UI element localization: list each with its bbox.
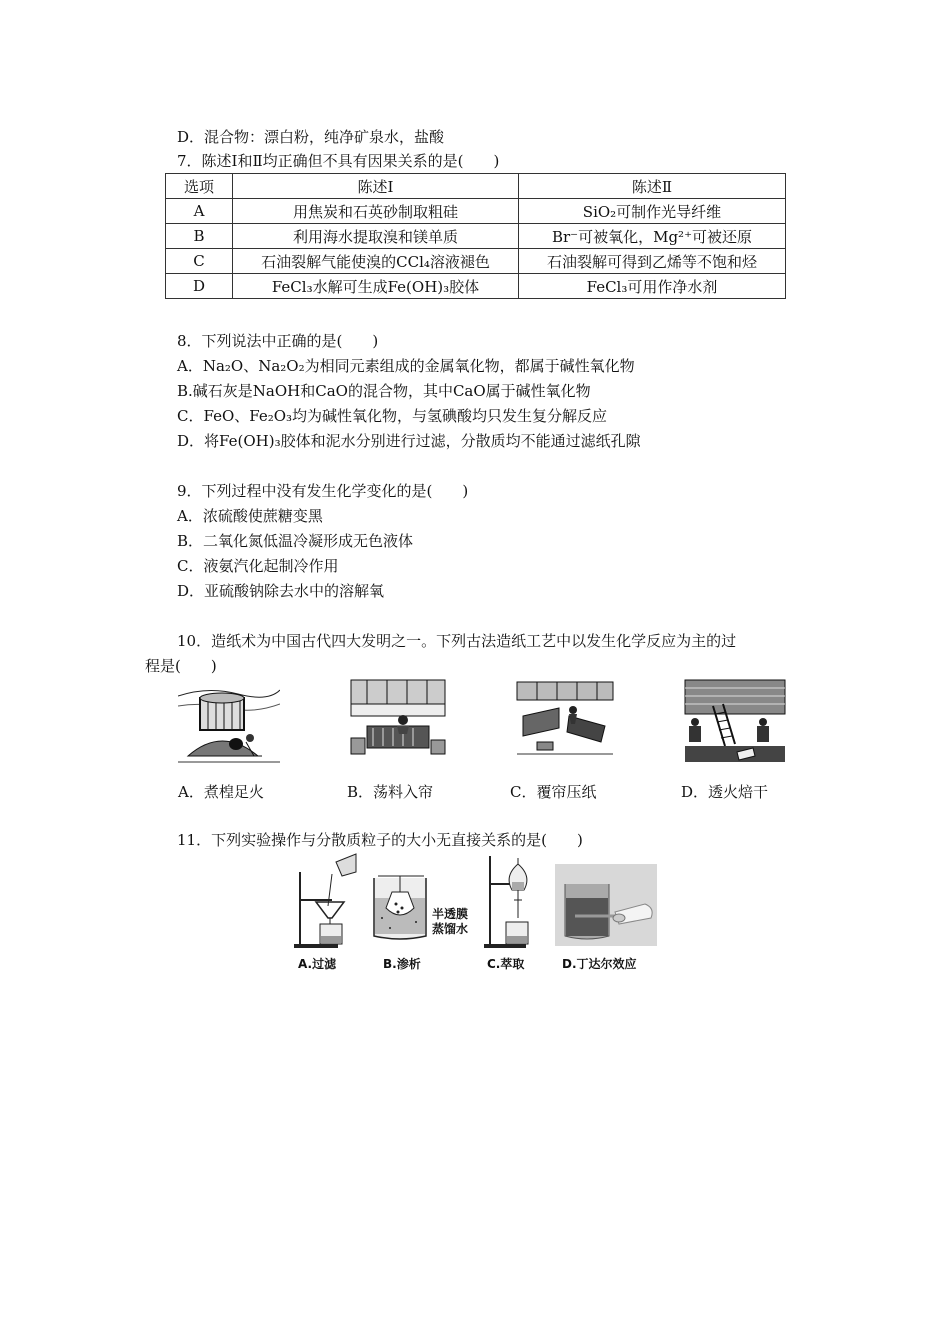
q10-stem-line1: 10．造纸术为中国古代四大发明之一。下列古法造纸工艺中以发生化学反应为主的过 [177, 632, 737, 650]
q7-table [165, 173, 786, 299]
q9-stem: 9．下列过程中没有发生化学变化的是( ) [177, 482, 469, 500]
table-row [166, 224, 786, 249]
q9-option-b: B．二氧化氮低温冷凝形成无色液体 [177, 532, 414, 550]
row-statement-2: 石油裂解可得到乙烯等不饱和烃 [519, 249, 786, 274]
row-statement-2: Br⁻可被氧化，Mg²⁺可被还原 [519, 224, 786, 249]
q9-option-c: C．液氨汽化起制冷作用 [177, 557, 339, 575]
q11-stem: 11．下列实验操作与分散质粒子的大小无直接关系的是( ) [177, 831, 583, 849]
q10-option-b: B．荡料入帘 [347, 783, 434, 801]
table-row [166, 249, 786, 274]
semipermeable-membrane-label: 半透膜 [432, 907, 469, 921]
q10-option-a: A．煮楻足火 [178, 783, 264, 801]
row-option: B [166, 224, 233, 249]
row-option: C [166, 249, 233, 274]
row-statement-2: FeCl₃可用作净水剂 [519, 274, 786, 299]
header-option: 选项 [166, 174, 233, 199]
q6-option-d: D．混合物：漂白粉，纯净矿泉水，盐酸 [177, 128, 445, 146]
row-option: A [166, 199, 233, 224]
filtration-apparatus [292, 852, 358, 950]
header-statement-1: 陈述Ⅰ [233, 174, 519, 199]
table-row [166, 274, 786, 299]
q8-option-a: A．Na₂O、Na₂O₂为相同元素组成的金属氧化物，都属于碱性氧化物 [177, 357, 635, 375]
q9-option-d: D．亚硫酸钠除去水中的溶解氧 [177, 582, 385, 600]
q9-option-a: A．浓硫酸使蔗糖变黑 [177, 507, 323, 525]
paper-scooping-illustration [347, 676, 449, 764]
row-statement-1: 用焦炭和石英砂制取粗硅 [233, 199, 519, 224]
tyndall-effect-photo [555, 864, 657, 946]
paper-drying-illustration [683, 676, 787, 764]
row-option: D [166, 274, 233, 299]
header-statement-2: 陈述Ⅱ [519, 174, 786, 199]
table-row [166, 199, 786, 224]
distilled-water-label: 蒸馏水 [432, 922, 469, 936]
q8-option-d: D．将Fe(OH)₃胶体和泥水分别进行过滤，分散质均不能通过滤纸孔隙 [177, 432, 641, 450]
q8-option-b: B.碱石灰是NaOH和CaO的混合物，其中CaO属于碱性氧化物 [177, 382, 591, 400]
table-header-row [166, 174, 786, 199]
row-statement-1: FeCl₃水解可生成Fe(OH)₃胶体 [233, 274, 519, 299]
row-statement-1: 利用海水提取溴和镁单质 [233, 224, 519, 249]
q11-label-c: C.萃取 [487, 957, 525, 971]
extraction-apparatus [482, 852, 544, 950]
row-statement-1: 石油裂解气能使溴的CCl₄溶液褪色 [233, 249, 519, 274]
q10-option-c: C．覆帘压纸 [510, 783, 597, 801]
q10-stem-line2: 程是( ) [145, 657, 217, 675]
q10-option-d: D．透火焙干 [681, 783, 769, 801]
row-statement-2: SiO₂可制作光导纤维 [519, 199, 786, 224]
q7-stem: 7．陈述Ⅰ和Ⅱ均正确但不具有因果关系的是( ) [177, 152, 500, 170]
q8-option-c: C．FeO、Fe₂O₃均为碱性氧化物，与氢碘酸均只发生复分解反应 [177, 407, 608, 425]
q8-stem: 8．下列说法中正确的是( ) [177, 332, 379, 350]
paper-pressing-illustration [513, 676, 617, 764]
q11-label-a: A.过滤 [298, 957, 337, 971]
q11-label-b: B.渗析 [383, 957, 421, 971]
paper-boiling-illustration [178, 676, 280, 764]
dialysis-apparatus [370, 870, 430, 942]
q11-label-d: D.丁达尔效应 [562, 957, 637, 971]
